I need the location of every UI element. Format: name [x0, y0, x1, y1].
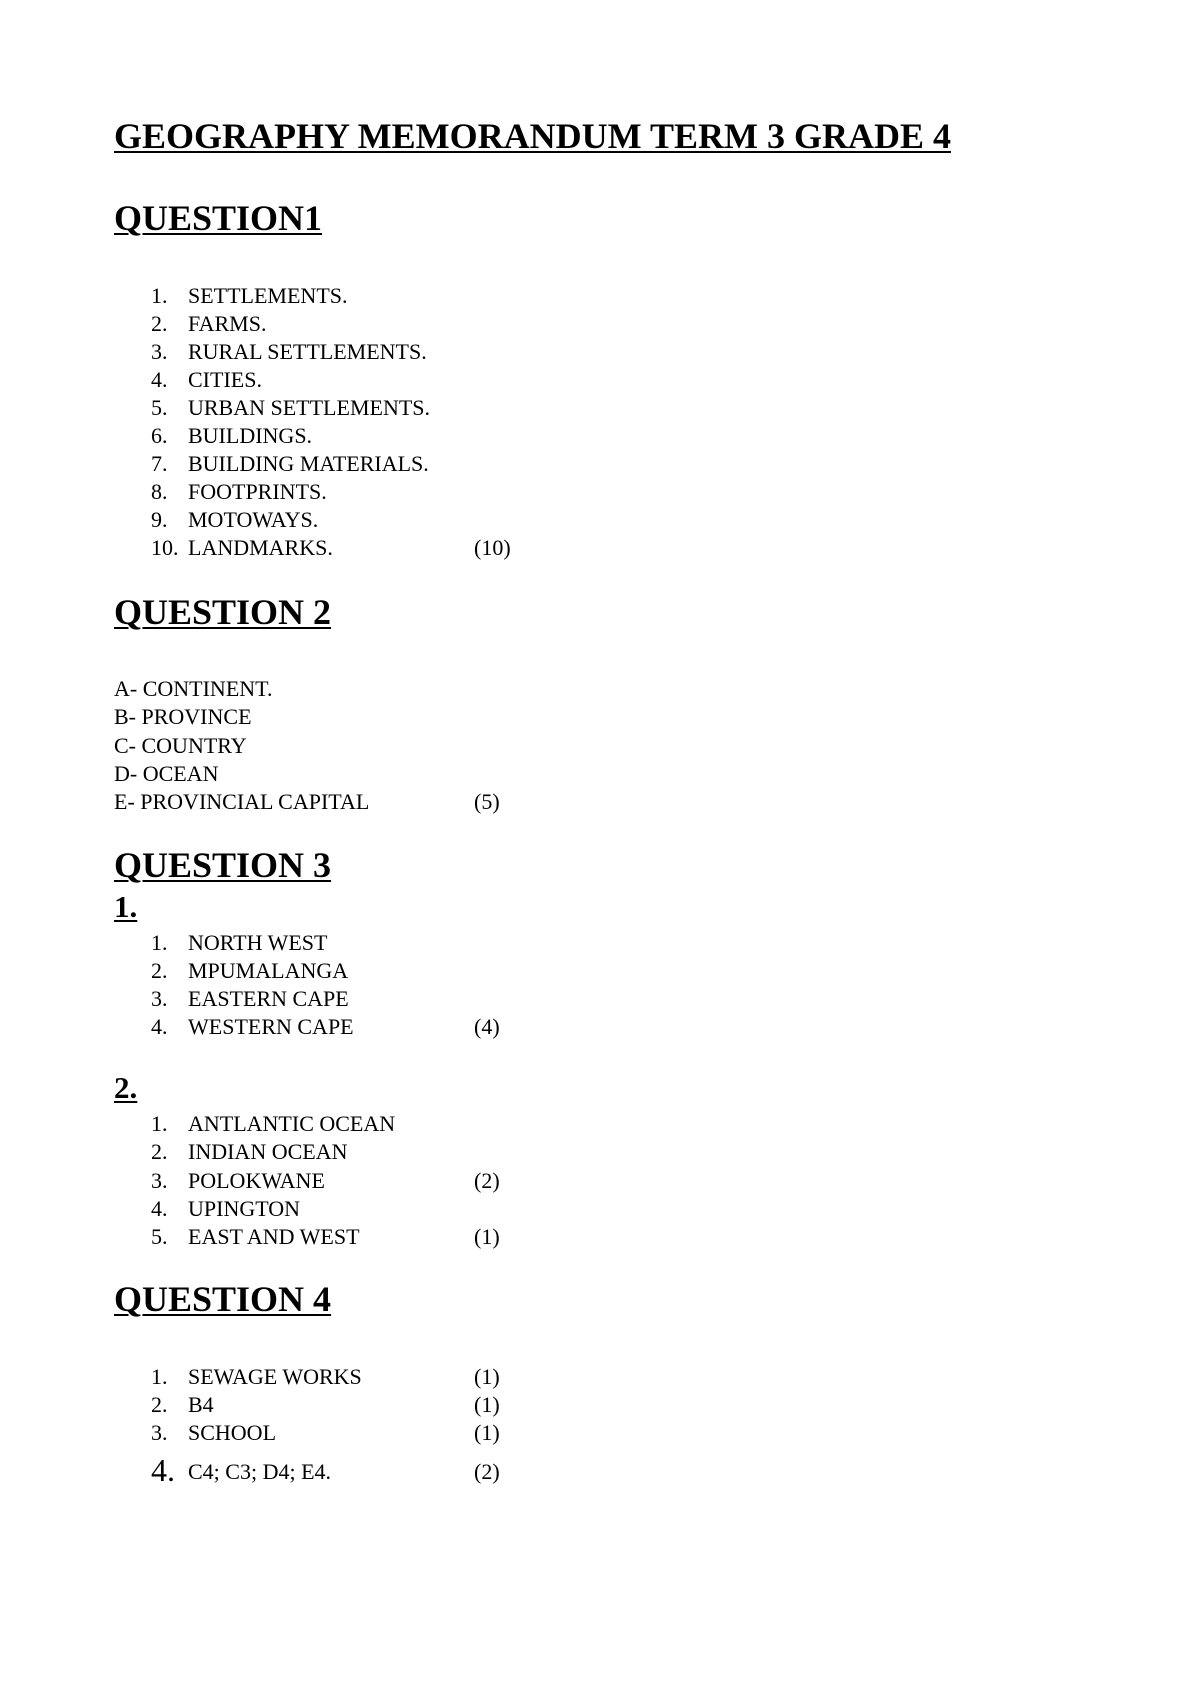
item-mark: (2)	[474, 1168, 500, 1193]
item-number: 6.	[151, 423, 168, 448]
item-answer: D- OCEAN	[114, 761, 219, 786]
item-number: 8.	[151, 479, 168, 504]
item-number: 10.	[151, 535, 179, 560]
question-3-part-1-label: 1.	[114, 889, 138, 924]
item-number: 2.	[151, 958, 168, 983]
item-answer: SCHOOL	[188, 1420, 277, 1445]
item-answer: SEWAGE WORKS	[188, 1364, 362, 1389]
item-answer: RURAL SETTLEMENTS.	[188, 339, 427, 364]
item-number: 5.	[151, 1224, 168, 1249]
document-title: GEOGRAPHY MEMORANDUM TERM 3 GRADE 4	[114, 116, 951, 156]
item-number: 4.	[151, 1452, 175, 1488]
item-number: 4.	[151, 367, 168, 392]
item-answer: BUILDINGS.	[188, 423, 313, 448]
item-answer: URBAN SETTLEMENTS.	[188, 395, 430, 420]
item-number: 5.	[151, 395, 168, 420]
item-answer: MOTOWAYS.	[188, 507, 319, 532]
item-answer: BUILDING MATERIALS.	[188, 451, 429, 476]
item-answer: INDIAN OCEAN	[188, 1139, 348, 1164]
item-number: 2.	[151, 1392, 168, 1417]
item-answer: UPINGTON	[188, 1196, 301, 1221]
item-answer: A- CONTINENT.	[114, 676, 273, 701]
item-mark: (1)	[474, 1364, 500, 1389]
item-answer: ANTLANTIC OCEAN	[188, 1111, 396, 1136]
item-answer: B- PROVINCE	[114, 704, 252, 729]
item-answer: LANDMARKS.	[188, 535, 333, 560]
item-number: 7.	[151, 451, 168, 476]
item-number: 1.	[151, 1111, 168, 1136]
item-mark: (1)	[474, 1392, 500, 1417]
item-number: 9.	[151, 507, 168, 532]
item-number: 2.	[151, 1139, 168, 1164]
item-number: 3.	[151, 1420, 168, 1445]
item-answer: SETTLEMENTS.	[188, 283, 348, 308]
item-answer: FARMS.	[188, 311, 267, 336]
item-mark: (10)	[474, 535, 511, 560]
question-3-part-2-label: 2.	[114, 1070, 138, 1105]
item-answer: CITIES.	[188, 367, 262, 392]
item-mark: (1)	[474, 1224, 500, 1249]
item-answer: E- PROVINCIAL CAPITAL	[114, 789, 370, 814]
item-answer: C- COUNTRY	[114, 733, 247, 758]
item-mark: (5)	[474, 789, 500, 814]
item-answer: MPUMALANGA	[188, 958, 349, 983]
question-3-heading: QUESTION 3	[114, 845, 332, 885]
item-answer: NORTH WEST	[188, 930, 328, 955]
item-answer: POLOKWANE	[188, 1168, 325, 1193]
item-number: 4.	[151, 1014, 168, 1039]
item-number: 1.	[151, 930, 168, 955]
item-mark: (1)	[474, 1420, 500, 1445]
item-mark: (4)	[474, 1014, 500, 1039]
question-1-heading: QUESTION1	[114, 198, 323, 238]
item-answer: C4; C3; D4; E4.	[188, 1459, 332, 1484]
item-number: 1.	[151, 1364, 168, 1389]
question-2-heading: QUESTION 2	[114, 592, 332, 632]
item-number: 1.	[151, 283, 168, 308]
item-answer: FOOTPRINTS.	[188, 479, 327, 504]
item-number: 2.	[151, 311, 168, 336]
item-number: 3.	[151, 1168, 168, 1193]
item-answer: WESTERN CAPE	[188, 1014, 354, 1039]
item-answer: EASTERN CAPE	[188, 986, 349, 1011]
item-number: 3.	[151, 986, 168, 1011]
item-number: 4.	[151, 1196, 168, 1221]
item-answer: B4	[188, 1392, 214, 1417]
question-4-heading: QUESTION 4	[114, 1279, 332, 1319]
item-mark: (2)	[474, 1459, 500, 1484]
item-number: 3.	[151, 339, 168, 364]
item-answer: EAST AND WEST	[188, 1224, 360, 1249]
